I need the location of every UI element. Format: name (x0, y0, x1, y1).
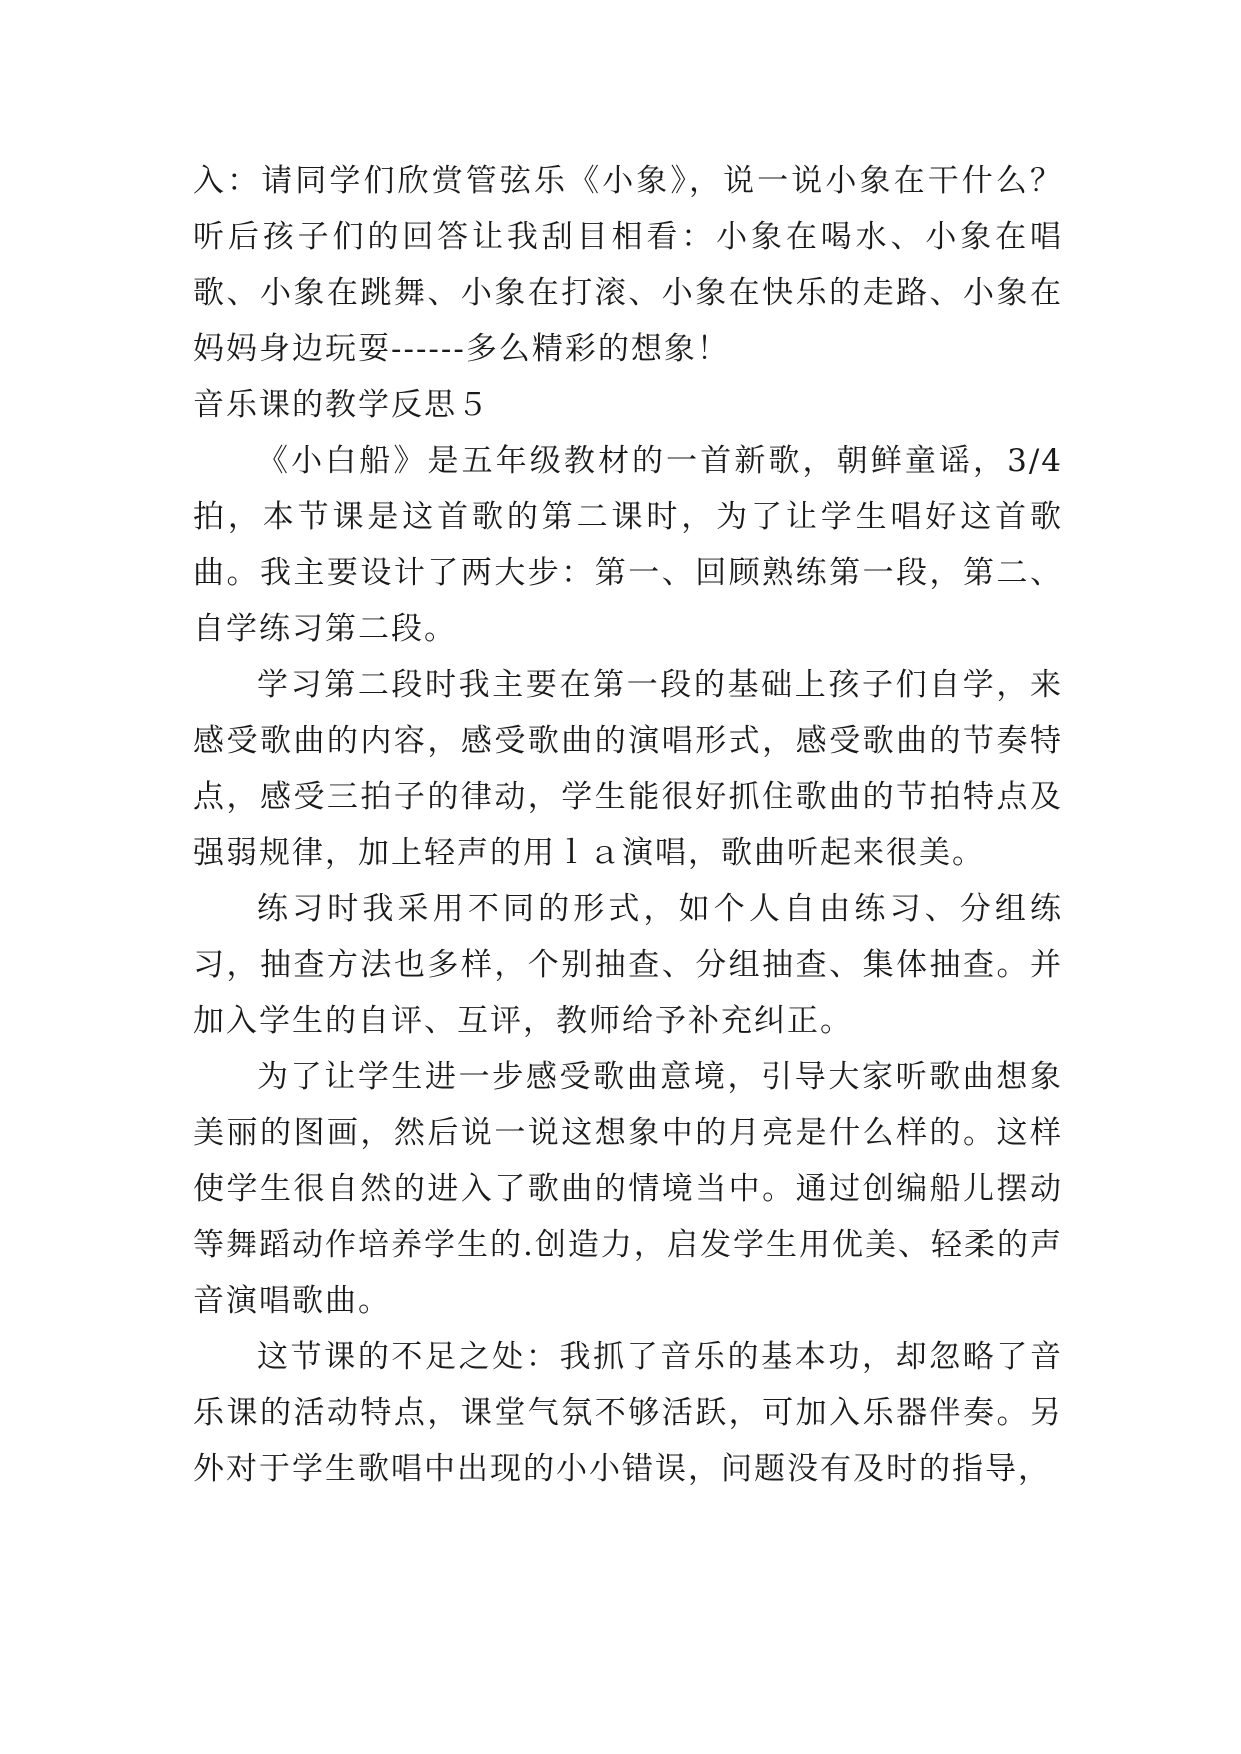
paragraph: 《小白船》是五年级教材的一首新歌，朝鲜童谣，3/4拍，本节课是这首歌的第二课时，为了让学生唱好这首歌曲。我主要设计了两大步：第一、回顾熟练第一段，第二、自学练习第二段。 (193, 443, 1063, 647)
paragraph: 学习第二段时我主要在第一段的基础上孩子们自学，来感受歌曲的内容，感受歌曲的演唱形式，感受歌曲的节奏特点，感受三拍子的律动，学生能很好抓住歌曲的节拍特点及强弱规律，加上轻声的用ｌａ演唱，歌曲听起来很美。 (193, 667, 1063, 871)
section-heading: 音乐课的教学反思５ (193, 387, 490, 423)
paragraph: 为了让学生进一步感受歌曲意境，引导大家听歌曲想象美丽的图画，然后说一说这想象中的月亮是什么样的。这样使学生很自然的进入了歌曲的情境当中。通过创编船儿摆动等舞蹈动作培养学生的.创造力，启发学生用优美、轻柔的声音演唱歌曲。 (193, 1059, 1063, 1319)
paragraph-continuation: 入：请同学们欣赏管弦乐《小象》，说一说小象在干什么？听后孩子们的回答让我刮目相看：小象在喝水、小象在唱歌、小象在跳舞、小象在打滚、小象在快乐的走路、小象在妈妈身边玩耍------多么精彩的想象！ (193, 163, 1063, 367)
document-body (193, 153, 1063, 1497)
paragraph: 这节课的不足之处：我抓了音乐的基本功，却忽略了音乐课的活动特点，课堂气氛不够活跃，可加入乐器伴奏。另外对于学生歌唱中出现的小小错误，问题没有及时的指导， (193, 1339, 1063, 1487)
paragraph: 练习时我采用不同的形式，如个人自由练习、分组练习，抽查方法也多样，个别抽查、分组抽查、集体抽查。并加入学生的自评、互评，教师给予补充纠正。 (193, 891, 1063, 1039)
